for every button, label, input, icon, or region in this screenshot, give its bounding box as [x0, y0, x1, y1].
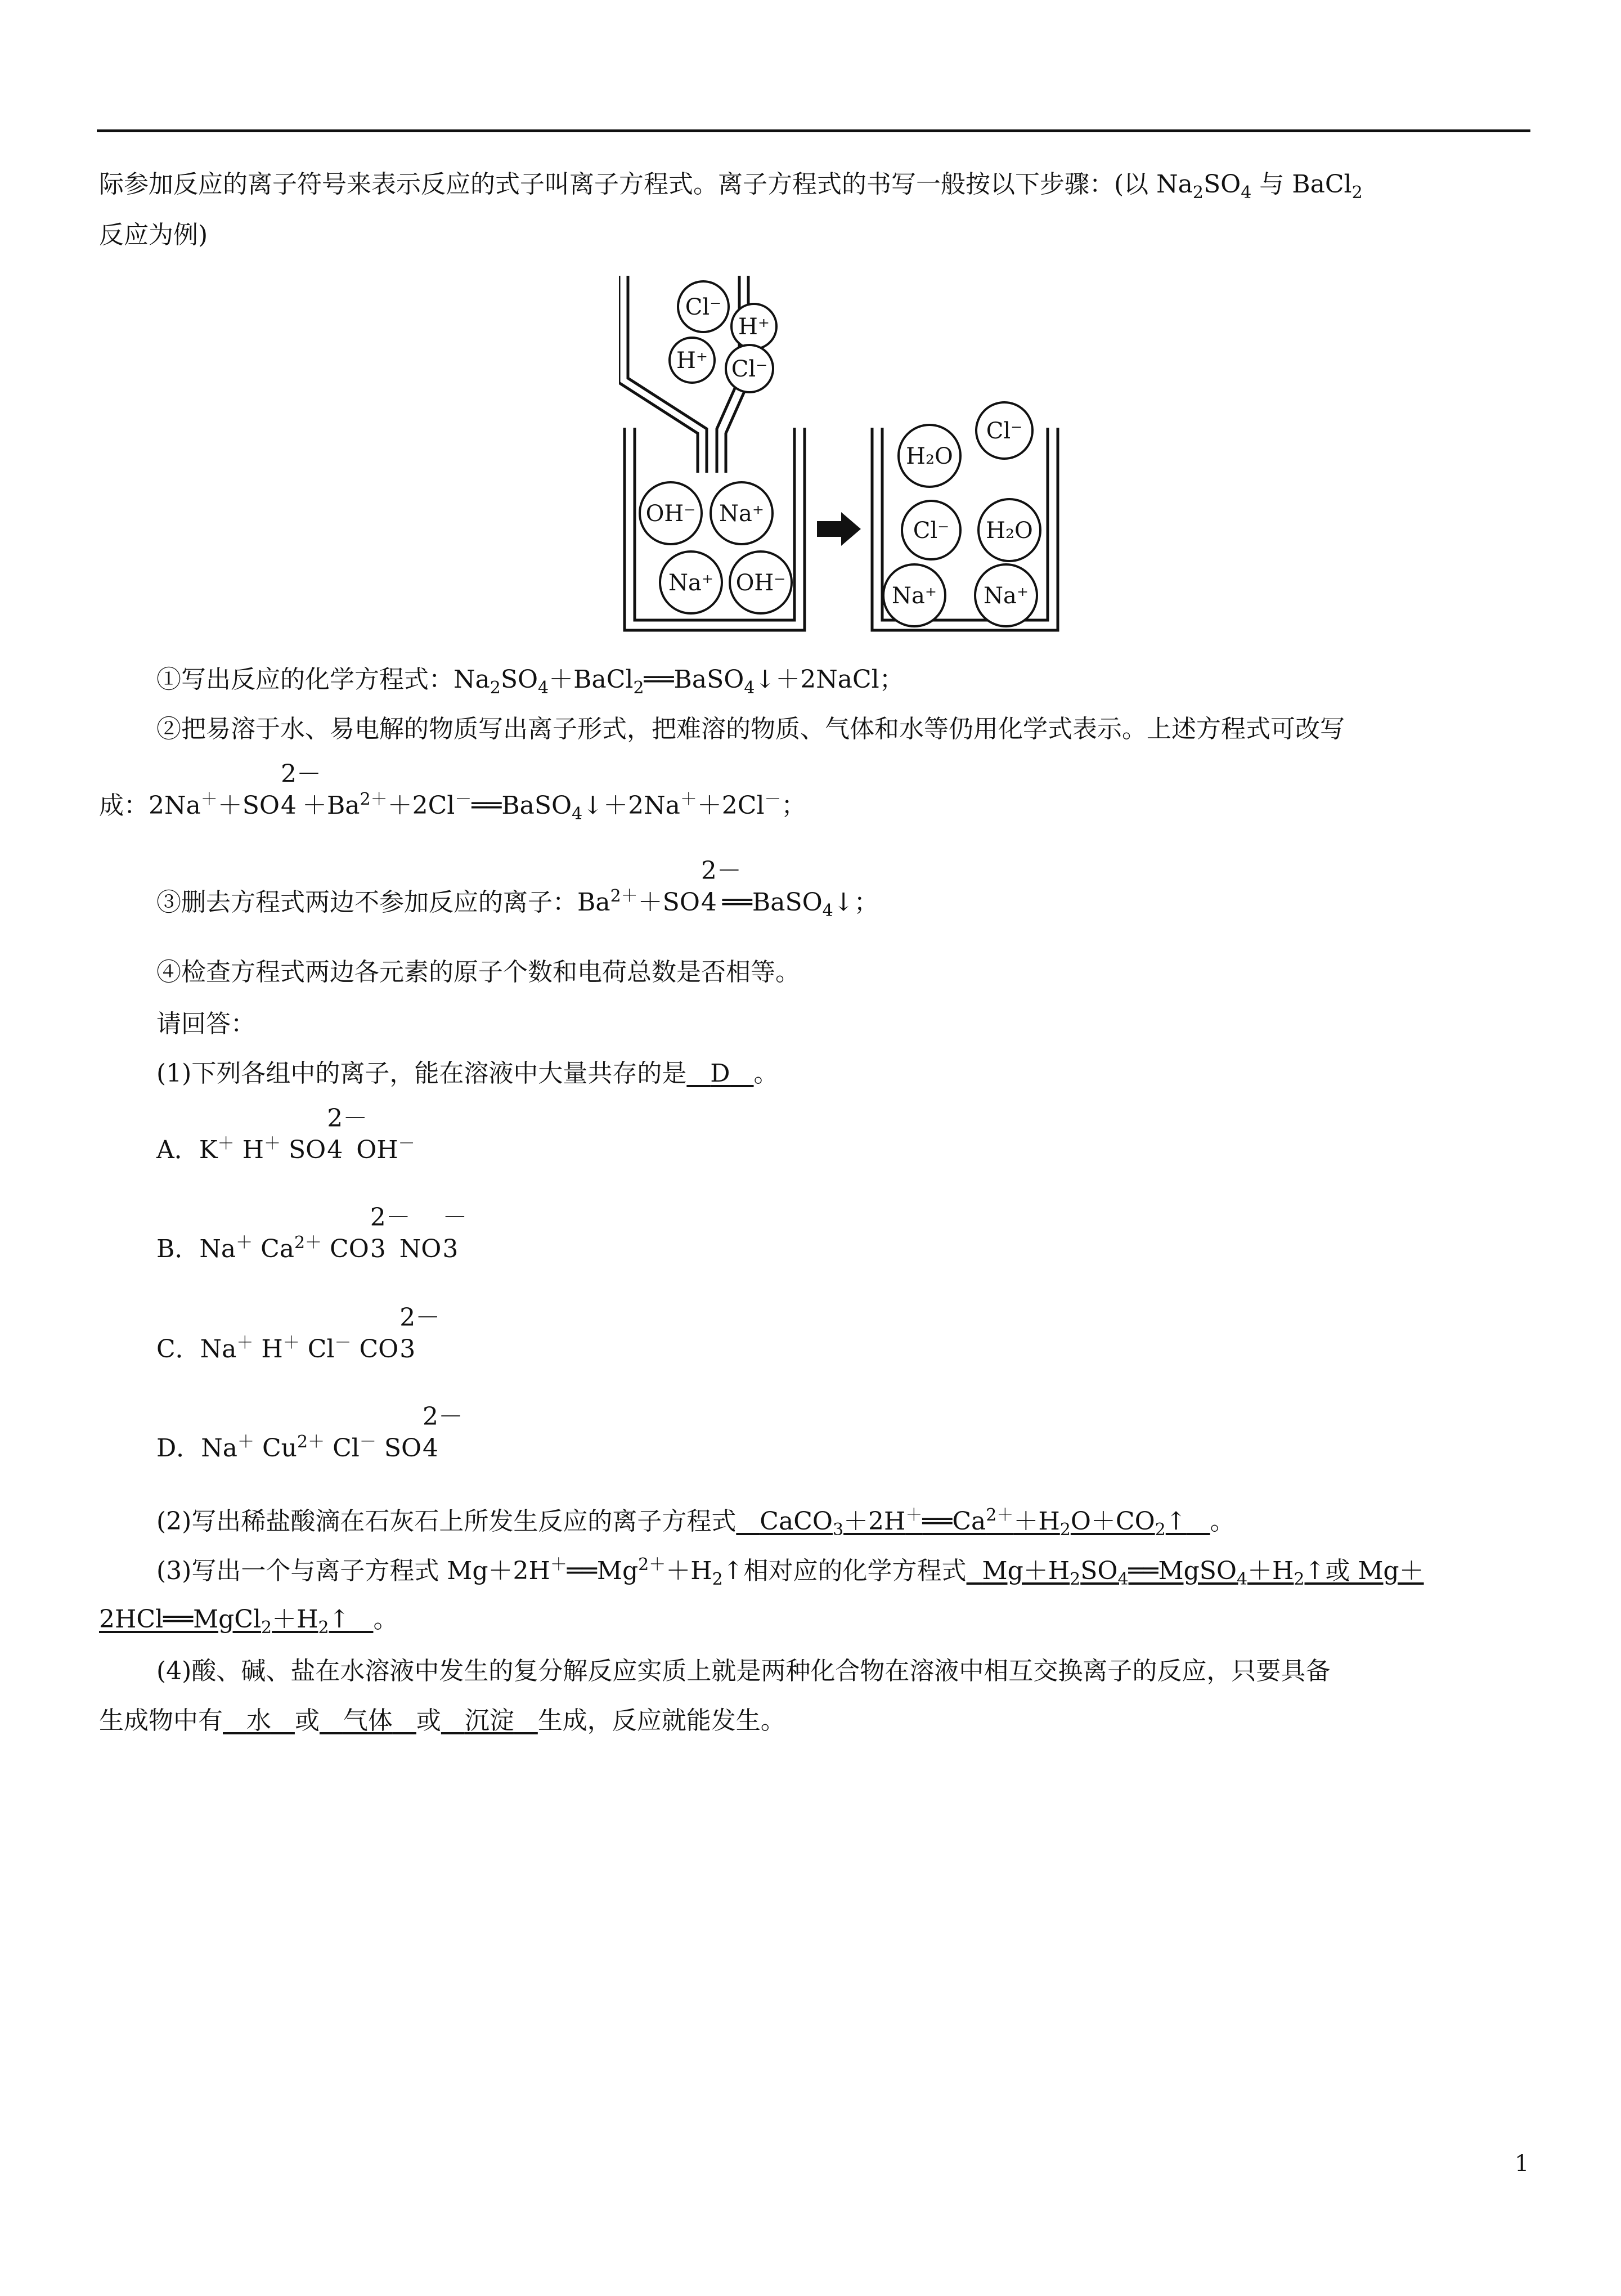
right-ion-label: Cl⁻ — [913, 518, 950, 544]
question-3-line-1: (3)写出一个与离子方程式 $Mg+2H^+══Mg^{2+}+H_2↑$相对应的化学方程式 $Mg+H_2SO_4══MgSO_4+H_2↑$或 Mg＋ — [156, 1555, 1424, 1589]
q4-answer-2: 气体 — [343, 1706, 393, 1735]
q1-answer: D — [710, 1059, 730, 1088]
question-1: (1)下列各组中的离子，能在溶液中大量共存的是 D 。 — [156, 1059, 779, 1088]
right-ion-label: Cl⁻ — [986, 418, 1023, 444]
question-prompt: 请回答： — [156, 1010, 255, 1038]
q2-answer: $CaCO_3+2H^+══Ca^{2+}+H_2O+CO_2↑$ — [760, 1505, 1187, 1540]
intro-line-2: 反应为例) — [99, 221, 208, 249]
reaction-figure — [619, 270, 1069, 642]
step-1: ①写出反应的化学方程式：$Na_2SO_4+BaCl_2══BaSO_4↓+2NaCl$； — [156, 665, 904, 698]
option-d: D．Na＋ $Cu^{2+}$ Cl－ SO 2－ 4 — [156, 1402, 464, 1463]
right-ion-label: H₂O — [906, 443, 953, 469]
step-2-line-1: ②把易溶于水、易电解的物质写出离子形式，把难溶的物质、气体和水等仍用化学式表示。上述方程式可改写 — [156, 715, 1345, 743]
step-3: ③删去方程式两边不参加反应的离子：$Ba^{2+}+SO$ 2－ 4 ══BaSO$_4$↓； — [156, 856, 879, 921]
left-ion-label: OH⁻ — [645, 501, 696, 527]
funnel-ion-label: Cl⁻ — [685, 294, 722, 320]
question-4-line-1: (4)酸、碱、盐在水溶液中发生的复分解反应实质上就是两种化合物在溶液中相互交换离子的反应，只要具备 — [156, 1657, 1331, 1685]
option-c: C．Na＋ H＋ Cl－ CO 2－ 3 — [156, 1303, 441, 1364]
header-rule — [97, 129, 1530, 132]
step-4: ④检查方程式两边各元素的原子个数和电荷总数是否相等。 — [156, 958, 800, 986]
intro-line-1: 际参加反应的离子符号来表示反应的式子叫离子方程式。离子方程式的书写一般按以下步骤：(以 $Na_2SO_4$ 与 BaCl$_2$ — [99, 170, 1363, 203]
left-ion-label: OH⁻ — [735, 570, 786, 596]
question-4-line-2: 生成物中有 水 或 气体 或 沉淀 生成，反应就能发生。 — [99, 1706, 785, 1735]
funnel-ion-label: H⁺ — [738, 314, 770, 340]
question-3-line-2: $2HCl══MgCl_2+H_2↑$ 。 — [99, 1605, 398, 1638]
question-2: (2)写出稀盐酸滴在石灰石上所发生反应的离子方程式 $CaCO_3+2H^+══Ca^{2+}+H_2O+CO_2↑$ 。 — [156, 1505, 1235, 1540]
q4-answer-1: 水 — [246, 1706, 271, 1735]
right-ion-label: H₂O — [986, 518, 1033, 544]
funnel-ion-label: Cl⁻ — [731, 356, 768, 382]
option-b: B．Na＋ $Ca^{2+}$ CO 2－ 3 NO － 3 — [156, 1203, 468, 1263]
q3-answer-part-1: $Mg+H_2SO_4══MgSO_4+H_2↑$或 Mg＋ — [982, 1557, 1424, 1589]
q4-answer-3: 沉淀 — [464, 1706, 514, 1735]
step-2-line-2: 成：2Na＋＋SO 2－ 4 $+Ba^{2+}+2Cl^-══BaSO_4↓+2Na^++2Cl^-$； — [99, 760, 806, 824]
right-ion-label: Na⁺ — [984, 583, 1029, 609]
left-ion-label: Na⁺ — [719, 501, 764, 527]
q3-answer-part-2: $2HCl══MgCl_2+H_2↑$ — [99, 1605, 350, 1638]
right-ion-label: Na⁺ — [892, 583, 937, 609]
page-number: 1 — [1515, 2151, 1529, 2177]
left-ion-label: Na⁺ — [668, 570, 713, 596]
funnel-ion-label: H⁺ — [676, 348, 708, 374]
option-a: A．K＋ H＋ SO 2－ 4 OH－ — [156, 1104, 415, 1164]
